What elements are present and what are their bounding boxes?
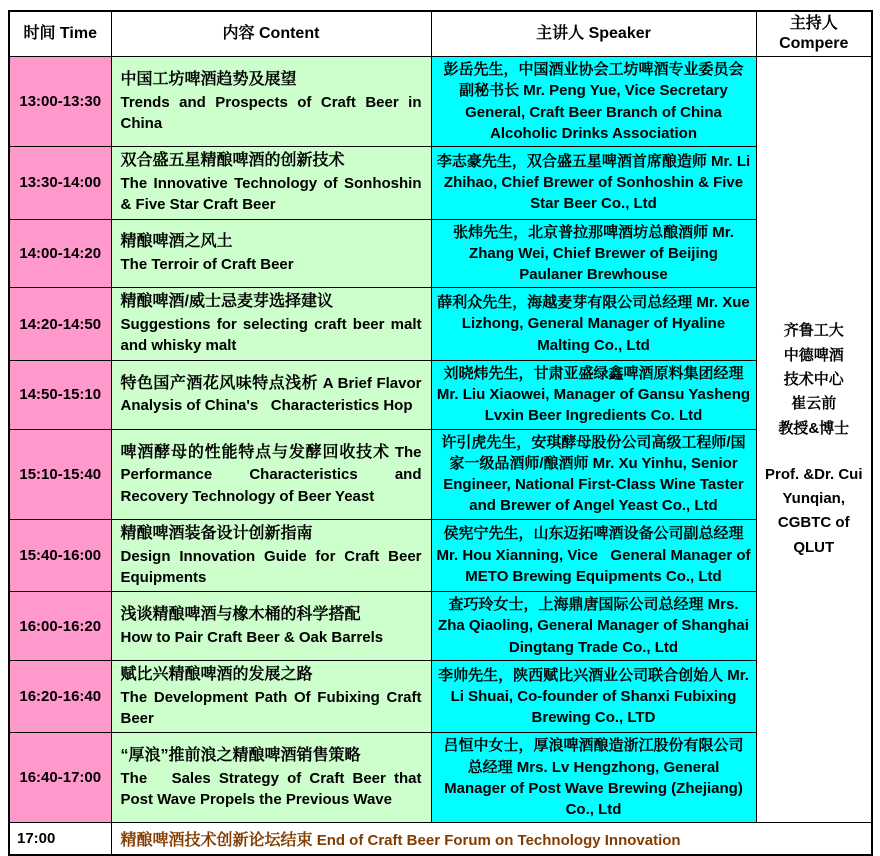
compere-line: 教授&博士 xyxy=(778,419,850,437)
header-compere-zh: 主持人 xyxy=(789,15,838,32)
compere-line: 齐鲁工大 xyxy=(783,322,844,340)
content-title-zh: 双合盛五星精酿啤酒的创新技术 xyxy=(120,152,345,170)
content-title-zh: 赋比兴精酿啤酒的发展之路 xyxy=(120,665,313,683)
content-cell xyxy=(111,429,431,519)
header-compere-en: Compere xyxy=(779,35,849,52)
content-cell xyxy=(111,733,431,823)
content-title-en: Trends and Prospects of Craft Beer in China xyxy=(120,93,422,132)
content-cell xyxy=(111,519,431,591)
content-cell xyxy=(111,147,431,219)
compere-line: Prof. &Dr. Cui xyxy=(764,465,863,483)
table-row xyxy=(9,660,872,732)
compere-spacer xyxy=(761,441,868,463)
content-title-en: Design Innovation Guide for Craft Beer Equipments xyxy=(120,547,422,586)
content-title-zh: 中国工坊啤酒趋势及展望 xyxy=(120,70,297,88)
table-row xyxy=(9,592,872,661)
content-title-en: Suggestions for selecting craft beer malt and whisky malt xyxy=(120,316,422,355)
content-title-zh: 啤酒酵母的性能特点与发酵回收技术 xyxy=(120,443,390,461)
speaker-cell: 刘晓炜先生，甘肃亚盛绿鑫啤酒原料集团经理 Mr. Liu Xiaowei, Manager of Gansu Yasheng Lvxin Beer Ingredients Co. Ltd xyxy=(431,360,756,429)
content-cell xyxy=(111,288,431,360)
speaker-cell: 侯宪宁先生，山东迈拓啤酒设备公司副总经理 Mr. Hou Xianning, Vice General Manager of METO Brewing Equipments Co., Ltd xyxy=(431,519,756,591)
compere-line: QLUT xyxy=(793,538,835,556)
time-cell: 14:00-14:20 xyxy=(9,219,111,288)
footer-text-cell xyxy=(111,823,872,855)
time-cell: 13:30-14:00 xyxy=(9,147,111,219)
time-cell: 16:40-17:00 xyxy=(9,733,111,823)
compere-line: 技术中心 xyxy=(783,371,844,388)
table-row xyxy=(9,733,872,823)
time-cell: 14:20-14:50 xyxy=(9,288,111,360)
table-row xyxy=(9,219,872,288)
footer-row xyxy=(9,823,872,855)
schedule-table xyxy=(8,10,873,856)
time-cell: 15:10-15:40 xyxy=(9,429,111,519)
table-row xyxy=(9,57,872,147)
compere-line: CGBTC of xyxy=(777,514,850,532)
header-time: 时间 Time xyxy=(9,11,111,57)
speaker-cell: 查巧玲女士，上海鼎唐国际公司总经理 Mrs. Zha Qiaoling, General Manager of Shanghai Dingtang Trade Co., Ltd xyxy=(431,592,756,661)
header-compere xyxy=(756,11,872,57)
compere-line: 中德啤酒 xyxy=(783,346,844,364)
table-row xyxy=(9,147,872,219)
content-cell xyxy=(111,660,431,732)
time-cell: 15:40-16:00 xyxy=(9,519,111,591)
speaker-cell: 薛利众先生，海越麦芽有限公司总经理 Mr. Xue Lizhong, General Manager of Hyaline Malting Co., Ltd xyxy=(431,288,756,360)
content-title-en: The Sales Strategy of Craft Beer that Post Wave Propels the Previous Wave xyxy=(120,769,422,809)
time-cell: 13:00-13:30 xyxy=(9,57,111,147)
content-title-zh: 浅谈精酿啤酒与橡木桶的科学搭配 xyxy=(120,606,361,624)
time-cell: 16:20-16:40 xyxy=(9,660,111,732)
speaker-cell: 许引虎先生，安琪酵母股份公司高级工程师/国家一级品酒师/酿酒师 Mr. Xu Yinhu, Senior Engineer, National First-Class Wine Taster and Brewer of Angel Yeast Co., Ltd xyxy=(431,429,756,519)
content-cell xyxy=(111,360,431,429)
time-cell: 16:00-16:20 xyxy=(9,592,111,661)
speaker-cell: 彭岳先生，中国酒业协会工坊啤酒专业委员会副秘书长 Mr. Peng Yue, Vice Secretary General, Craft Beer Branch of China Alcoholic Drinks Association xyxy=(431,57,756,147)
forum-schedule xyxy=(8,10,873,856)
content-title-en: How to Pair Craft Beer & Oak Barrels xyxy=(120,628,384,646)
content-title-en: A Brief Flavor Analysis of China's Characteristics Hop xyxy=(120,374,422,415)
footer-text-en: End of Craft Beer Forum on Technology Innovation xyxy=(316,832,681,850)
content-title-zh: “厚浪”推前浪之精酿啤酒销售策略 xyxy=(120,747,361,765)
speaker-cell: 李帅先生，陕西赋比兴酒业公司联合创始人 Mr. Li Shuai, Co-founder of Shanxi Fubixing Brewing Co., LTD xyxy=(431,660,756,732)
content-title-zh: 精酿啤酒装备设计创新指南 xyxy=(120,524,313,542)
header-row xyxy=(9,11,872,57)
compere-line: Yunqian, xyxy=(782,490,845,508)
content-title-zh: 精酿啤酒之风土 xyxy=(120,233,233,251)
table-row xyxy=(9,360,872,429)
content-title-en: The Development Path Of Fubixing Craft Beer xyxy=(120,688,422,727)
footer-time-cell: 17:00 xyxy=(9,823,111,855)
content-cell xyxy=(111,57,431,147)
time-cell: 14:50-15:10 xyxy=(9,360,111,429)
table-row xyxy=(9,519,872,591)
table-row xyxy=(9,288,872,360)
speaker-cell: 张炜先生，北京普拉那啤酒坊总酿酒师 Mr. Zhang Wei, Chief Brewer of Beijing Paulaner Brewhouse xyxy=(431,219,756,288)
content-title-en: The Performance Characteristics and Recovery Technology of Beer Yeast xyxy=(120,443,422,505)
content-title-zh: 特色国产酒花风味特点浅析 xyxy=(120,374,319,392)
compere-cell xyxy=(756,57,872,823)
content-cell xyxy=(111,219,431,288)
content-title-en: The Terroir of Craft Beer xyxy=(120,256,294,274)
header-speaker: 主讲人 Speaker xyxy=(431,11,756,57)
content-cell xyxy=(111,592,431,661)
speaker-cell: 李志豪先生，双合盛五星啤酒首席酿造师 Mr. Li Zhihao, Chief Brewer of Sonhoshin & Five Star Beer Co., Ltd xyxy=(431,147,756,219)
table-row xyxy=(9,429,872,519)
header-content: 内容 Content xyxy=(111,11,431,57)
footer-text-zh: 精酿啤酒技术创新论坛结束 xyxy=(120,832,313,850)
content-title-en: The Innovative Technology of Sonhoshin & Five Star Craft Beer xyxy=(120,174,422,214)
content-title-zh: 精酿啤酒/威士忌麦芽选择建议 xyxy=(120,293,333,311)
compere-line: 崔云前 xyxy=(791,395,837,413)
speaker-cell: 吕恒中女士，厚浪啤酒酿造浙江股份有限公司总经理 Mrs. Lv Hengzhong, General Manager of Post Wave Brewing (Zhejiang) Co., Ltd xyxy=(431,733,756,823)
